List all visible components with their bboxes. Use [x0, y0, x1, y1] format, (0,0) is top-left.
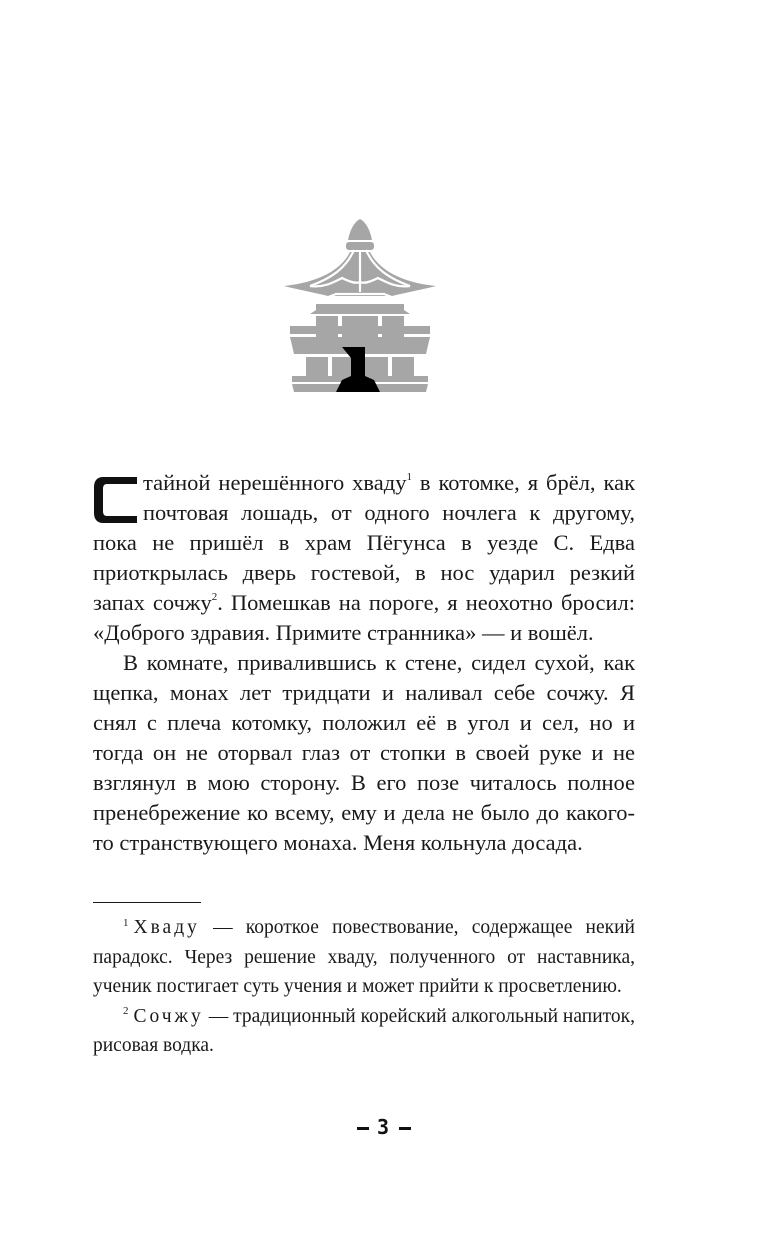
page-number-value: 3 — [376, 1115, 392, 1139]
page-number-dash-right — [399, 1127, 411, 1130]
paragraph-1-text-a: тайной нерешённого хваду — [143, 470, 407, 495]
drop-cap-letter-s — [93, 474, 137, 526]
footnote-2 — [93, 1002, 635, 1061]
footnote-1-number: 1 — [123, 916, 129, 929]
drop-cap — [93, 474, 137, 526]
page-number — [0, 1115, 768, 1139]
paragraph-1-text-c: . Помешкав на пороге, я неохотно бросил: «Доброго здравия. Примите странника» — и вошёл. — [93, 590, 635, 645]
footnote-1-text: — короткое повествование, содержащее некий парадокс. Через решение хваду, полученного от наставника, ученик постигает суть учения и может прийти к просветлению. — [93, 917, 635, 998]
chapter-body — [93, 468, 635, 858]
paragraph-1-text-b: в котомке, я брёл, как почтовая лошадь, от одного ночлега к другому, пока не пришёл в храм Пёгунса в уезде С. Едва приоткрылась дверь гостевой, в нос ударил резкий запах сочжу — [93, 470, 636, 615]
footnote-1 — [93, 913, 635, 1002]
footnotes — [93, 913, 635, 1061]
paragraph-2: В комнате, привалившись к стене, сидел сухой, как щепка, монах лет тридцати и наливал себе сочжу. Я снял с плеча котомку, положил её в угол и сел, но и тогда он не оторвал глаз от стопки в своей руке и не взглянул в мою сторону. В его позе читалось полное пренебрежение ко всему, ему и дела не было до какого-то странствующего монаха. Меня кольнула досада. — [93, 650, 635, 855]
footnote-ref-1[interactable]: 1 — [406, 470, 412, 483]
footnote-ref-2[interactable]: 2 — [211, 590, 218, 603]
footnote-2-text: — традиционный корейский алкогольный напиток, рисовая водка. — [93, 1005, 635, 1057]
page-number-dash-left — [357, 1127, 369, 1130]
paragraph-1 — [93, 468, 635, 648]
chapter-emblem — [280, 216, 440, 392]
footnote-1-term: Хваду — [133, 917, 200, 938]
footnote-2-term: Сочжу — [133, 1005, 204, 1027]
pagoda-icon — [280, 216, 440, 392]
footnote-2-number: 2 — [123, 1005, 129, 1018]
footnote-divider — [93, 902, 201, 903]
